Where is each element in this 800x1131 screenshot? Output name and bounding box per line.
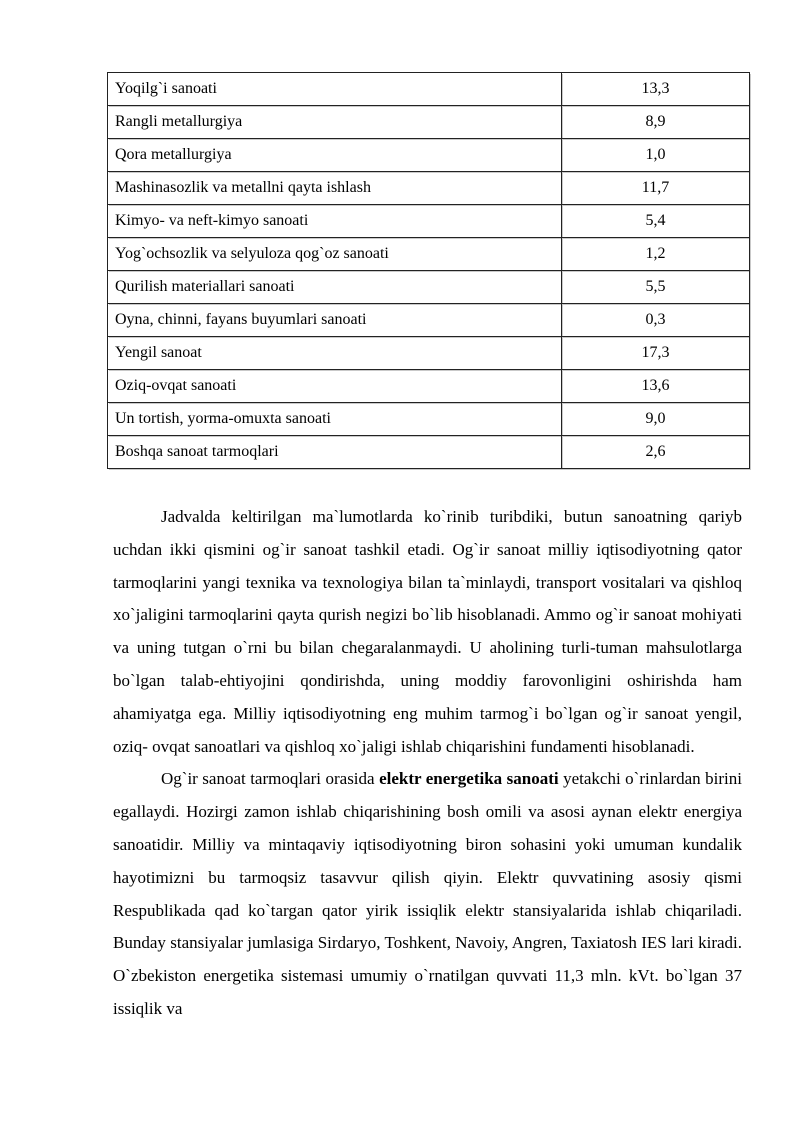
table-cell-name: Mashinasozlik va metallni qayta ishlash — [108, 172, 562, 205]
table-row — [108, 304, 750, 337]
table-cell-name: Oziq-ovqat sanoati — [108, 370, 562, 403]
table-cell-value: 0,3 — [562, 304, 750, 337]
table-row — [108, 370, 750, 403]
table-cell-value: 13,6 — [562, 370, 750, 403]
table-cell-name: Yoqilg`i sanoati — [108, 73, 562, 106]
table-cell-value: 5,4 — [562, 205, 750, 238]
body-text — [113, 501, 742, 1026]
table-row — [108, 436, 750, 469]
table-row — [108, 205, 750, 238]
table-row — [108, 73, 750, 106]
table-row — [108, 238, 750, 271]
table-cell-name: Qora metallurgiya — [108, 139, 562, 172]
table-cell-value: 17,3 — [562, 337, 750, 370]
table-row — [108, 337, 750, 370]
table-cell-value: 13,3 — [562, 73, 750, 106]
paragraph-2 — [113, 763, 742, 1025]
table-cell-name: Un tortish, yorma-omuxta sanoati — [108, 403, 562, 436]
paragraph-2-rest: yetakchi o`rinlardan birini egallaydi. Hozirgi zamon ishlab chiqarishining bosh omili va asosi aynan elektr energiya sanoatidir. Milliy va mintaqaviy iqtisodiyotning biron sohasini yoki umuman kundalik hayotimizni bu tarmoqsiz tasavvur qilish qiyin. Elektr quvvatining asosiy qismi Respublikada qad ko`targan qator yirik issiqlik elektr stansiyalarida ishlab chiqariladi. Bunday stansiyalar jumlasiga Sirdaryo, Toshkent, Navoiy, Angren, Taxiatosh IES lari kiradi. O`zbekiston energetika sistemasi umumiy o`rnatilgan quvvati 11,3 mln. kVt. bo`lgan 37 issiqlik va — [113, 769, 742, 1018]
paragraph-2-bold-term: elektr energetika sanoati — [379, 769, 559, 789]
table-cell-name: Yog`ochsozlik va selyuloza qog`oz sanoati — [108, 238, 562, 271]
table-cell-name: Kimyo- va neft-kimyo sanoati — [108, 205, 562, 238]
table-row — [108, 403, 750, 436]
table-cell-value: 11,7 — [562, 172, 750, 205]
table-cell-value: 9,0 — [562, 403, 750, 436]
industry-share-table — [107, 72, 750, 469]
table-cell-value: 8,9 — [562, 106, 750, 139]
table-row — [108, 139, 750, 172]
paragraph-1: Jadvalda keltirilgan ma`lumotlarda ko`rinib turibdiki, butun sanoatning qariyb uchdan ikki qismini og`ir sanoat tashkil etadi. Og`ir sanoat milliy iqtisodiyotning qator tarmoqlarini yangi texnika va texnologiya bilan ta`minlaydi, transport vositalari va qishloq xo`jaligini tarmoqlarini qayta qurish negizi bo`lib hisoblanadi. Ammo og`ir sanoat mohiyati va uning tutgan o`rni bu bilan chegaralanmaydi. U aholining turli-tuman mahsulotlarga bo`lgan talab-ehtiyojini qondirishda, uning moddiy farovonligini oshirishda ham ahamiyatga ega. Milliy iqtisodiyotning eng muhim tarmog`i bo`lgan og`ir sanoat yengil, oziq- ovqat sanoatlari va qishloq xo`jaligi ishlab chiqarishini fundamenti hisoblanadi. — [113, 507, 742, 756]
paragraph-2-lead: Og`ir sanoat tarmoqlari orasida — [161, 769, 380, 789]
table-cell-name: Yengil sanoat — [108, 337, 562, 370]
table-row — [108, 172, 750, 205]
table-cell-name: Rangli metallurgiya — [108, 106, 562, 139]
table-cell-value: 5,5 — [562, 271, 750, 304]
table-cell-value: 2,6 — [562, 436, 750, 469]
table-cell-name: Oyna, chinni, fayans buyumlari sanoati — [108, 304, 562, 337]
table-cell-name: Boshqa sanoat tarmoqlari — [108, 436, 562, 469]
table-cell-value: 1,2 — [562, 238, 750, 271]
table-row — [108, 106, 750, 139]
table-cell-name: Qurilish materiallari sanoati — [108, 271, 562, 304]
table-row — [108, 271, 750, 304]
table-cell-value: 1,0 — [562, 139, 750, 172]
